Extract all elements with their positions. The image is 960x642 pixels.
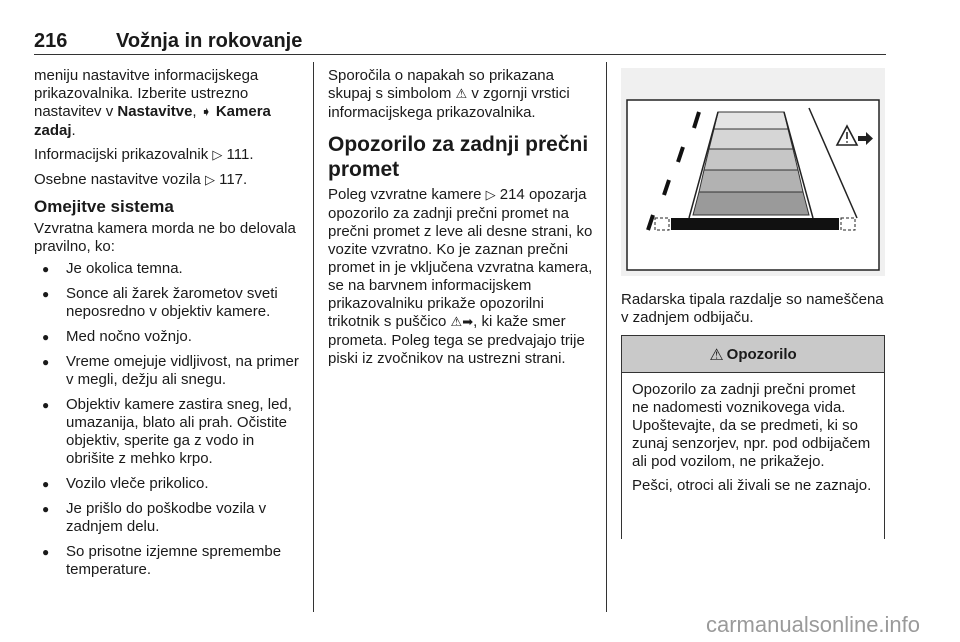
warning-triangle-icon: ⚠ — [450, 315, 463, 330]
page-reference-icon: ▷ — [212, 148, 223, 163]
warning-triangle-icon: ⚠ — [709, 344, 724, 364]
settings-menu-link: Nastavitve — [117, 103, 193, 120]
limitations-intro: Vzvratna kamera morda ne bo delovala pravilno, ko: — [34, 220, 296, 255]
column-divider-2 — [606, 62, 607, 612]
list-item: ● Vozilo vleče prikolico. — [34, 475, 302, 493]
page-reference-icon: ▷ — [485, 188, 496, 203]
list-item: ● Med nočno vožnjo. — [34, 328, 302, 346]
warning-box-body — [621, 373, 885, 539]
cross-traffic-paragraph: Poleg vzvratne kamere ▷ 214 opozarja opozorilo za zadnji prečni promet na prečni promet z leve ali desne strani, ko vozite vzvratno. Ko je zaznan prečni promet in je vključena vzvratna kamera, se na barvnem informacijskem prikazovalniku prikaže opozorilni trikotnik s puščico ⚠➡, ki kaže smer prometa. Poleg tega se predvajajo trije piski iz zvočnikov na ustrezni strani. — [328, 186, 593, 367]
list-item: ● Je prišlo do poškodbe vozila v zadnjem delu. — [34, 500, 302, 536]
section-heading-cross-traffic: Opozorilo za zadnji prečni promet — [328, 133, 589, 181]
guide-zone-mid-far — [709, 129, 793, 149]
warning-box — [621, 335, 885, 538]
footer-watermark: carmanualsonline.info — [706, 612, 921, 637]
guide-zone-closest — [693, 192, 809, 215]
settings-paragraph: meniju nastavitve informacijskega prikazovalnika. Izberite ustrezno nastavitev v Nastavitve, ➧ Kamera zadaj. — [34, 67, 271, 139]
guide-zone-mid — [704, 149, 798, 170]
warning-triangle-icon: ⚠ — [455, 87, 468, 102]
warning-triangle-icon — [846, 141, 848, 143]
warning-text: Pešci, otroci ali živali se ne zaznajo. — [632, 477, 872, 494]
list-item: ● Objektiv kamere zastira sneg, led, umazanija, blato ali prah. Očistite objektiv, sperite ga z vodo in obrišite z mehko krpo. — [34, 396, 302, 468]
guide-zone-far — [714, 112, 788, 129]
list-item: ● Vreme omejuje vidljivost, na primer v megli, dežju ali snegu. — [34, 353, 302, 389]
list-item: ● Je okolica temna. — [34, 260, 302, 278]
info-display-reference: Informacijski prikazovalnik ▷ 111. — [34, 146, 254, 163]
vehicle-settings-reference: Osebne nastavitve vozila ▷ 117. — [34, 171, 248, 188]
section-heading-limitations: Omejitve sistema — [34, 197, 174, 216]
illustration-caption: Radarska tipala razdalje so nameščena v zadnjem odbijaču. — [621, 291, 884, 326]
warning-box-header — [621, 335, 885, 373]
rear-camera-menu-link: Kamera zadaj — [34, 103, 271, 139]
list-item: ● Sonce ali žarek žarometov sveti neposredno v objektiv kamere. — [34, 285, 302, 321]
rear-camera-display-svg — [621, 68, 885, 276]
camera-arrow-icon: ➧ — [200, 105, 212, 120]
list-item: ● So prisotne izjemne spremembe temperature. — [34, 543, 302, 579]
column-2 — [328, 67, 594, 368]
column-1 — [34, 67, 302, 586]
warning-text: Opozorilo za zadnji prečni promet ne nadomesti voznikovega vida. Upoštevajte, da se predmeti, ki so zunaj senzorjev, npr. pod odbijačem ali pod vozilom, ne prikažejo. — [632, 381, 871, 470]
bumper-bar — [671, 218, 839, 230]
page-title: Vožnja in rokovanje — [116, 30, 303, 52]
cross-traffic-arrow-icon: ➡ — [462, 315, 474, 330]
warning-box-title: Opozorilo — [726, 345, 797, 363]
page-reference-icon: ▷ — [204, 173, 215, 188]
guide-zone-near — [699, 170, 803, 192]
limitations-list — [34, 260, 302, 579]
error-messages-paragraph: Sporočila o napakah so prikazana skupaj s simbolom ⚠ v zgornji vrstici informacijskega prikazovalnika. — [328, 67, 570, 121]
page-number: 216 — [34, 30, 68, 52]
rear-camera-illustration — [621, 68, 885, 276]
header-rule — [34, 54, 886, 55]
column-divider-1 — [313, 62, 314, 612]
